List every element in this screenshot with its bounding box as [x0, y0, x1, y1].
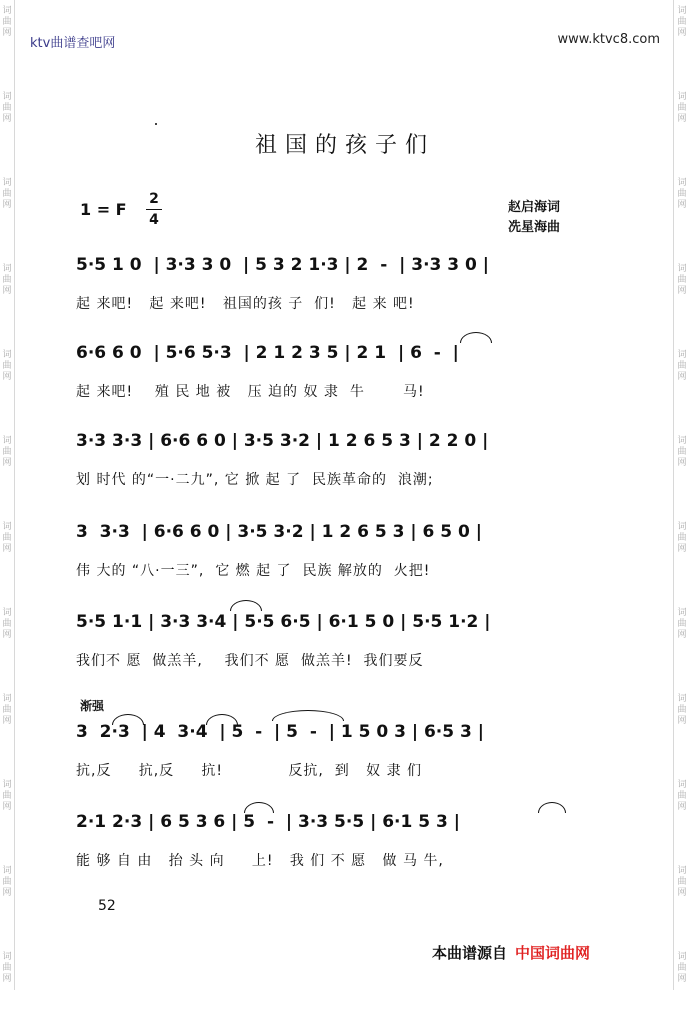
watermark-glyph: 网 — [677, 28, 687, 38]
watermark-glyph: 网 — [677, 974, 687, 984]
watermark-glyph: 曲 — [677, 275, 687, 285]
slur-mark — [112, 714, 144, 725]
watermark-glyph: 曲 — [2, 533, 12, 543]
time-signature-line — [146, 209, 162, 210]
watermark-glyph: 词 — [2, 264, 12, 274]
watermark-glyph: 词 — [2, 952, 12, 962]
watermark-glyph: 曲 — [677, 361, 687, 371]
watermark-glyph: 曲 — [677, 17, 687, 27]
watermark-glyph: 曲 — [677, 447, 687, 457]
watermark-glyph: 网 — [2, 28, 12, 38]
score-system-3 — [76, 431, 596, 489]
lyrics-line: 我们不 愿 做羔羊, 我们不 愿 做羔羊! 我们要反 — [76, 653, 424, 669]
watermark-glyph: 曲 — [2, 619, 12, 629]
lyrics-line: 抗,反 抗,反 抗! 反抗, 到 奴 隶 们 — [76, 763, 423, 779]
watermark-glyph: 网 — [2, 458, 12, 468]
header-url: www.ktvc8.com — [557, 32, 660, 47]
slur-mark — [230, 600, 262, 611]
watermark-glyph: 词 — [2, 694, 12, 704]
watermark-glyph: 曲 — [2, 361, 12, 371]
slur-mark — [244, 802, 274, 813]
slur-mark — [272, 710, 344, 721]
watermark-glyph: 曲 — [677, 189, 687, 199]
watermark-glyph: 曲 — [2, 17, 12, 27]
watermark-glyph: 网 — [677, 114, 687, 124]
watermark-glyph: 网 — [2, 802, 12, 812]
page-number: 52 — [98, 898, 116, 914]
watermark-glyph: 词 — [2, 92, 12, 102]
watermark-glyph: 词 — [677, 436, 687, 446]
source-label: 本曲谱源自 — [432, 944, 508, 962]
header-site-name: ktv曲谱查吧网 — [30, 36, 116, 51]
score-system-4 — [76, 522, 596, 580]
watermark-glyph-group — [0, 688, 14, 774]
lyrics-line: 起 来吧! 殖 民 地 被 压 迫的 奴 隶 牛 马! — [76, 384, 425, 400]
watermark-glyph-group — [674, 430, 690, 516]
watermark-glyph-group — [0, 516, 14, 602]
dynamics-marking: 渐强 — [80, 699, 105, 713]
watermark-glyph-group — [674, 258, 690, 344]
watermark-glyph: 词 — [2, 866, 12, 876]
watermark-glyph: 词 — [2, 6, 12, 16]
watermark-glyph: 词 — [677, 952, 687, 962]
notes-line: 5·5 1·1 | 3·3 3·4 | 5·5 6·5 | 6·1 5 0 | 5·5 1·2 | — [76, 612, 491, 632]
watermark-glyph-group — [0, 860, 14, 946]
watermark-glyph: 词 — [677, 6, 687, 16]
notes-line: 6·6 6 0 | 5·6 5·3 | 2 1 2 3 5 | 2 1 | 6 - | — [76, 343, 459, 363]
watermark-glyph: 曲 — [2, 705, 12, 715]
watermark-glyph: 词 — [2, 608, 12, 618]
watermark-glyph-group — [674, 172, 690, 258]
source-site[interactable]: 中国词曲网 — [515, 944, 591, 962]
watermark-glyph: 网 — [2, 372, 12, 382]
watermark-glyph-group — [0, 774, 14, 860]
slur-mark — [538, 802, 566, 813]
score-system-5 — [76, 612, 596, 670]
watermark-glyph: 网 — [677, 286, 687, 296]
watermark-glyph: 曲 — [677, 103, 687, 113]
score-system-7 — [76, 812, 596, 870]
watermark-glyph: 网 — [677, 372, 687, 382]
watermark-glyph: 词 — [677, 608, 687, 618]
watermark-glyph: 曲 — [677, 619, 687, 629]
time-signature-bottom: 4 — [149, 212, 159, 228]
watermark-glyph: 词 — [2, 522, 12, 532]
lyrics-line: 能 够 自 由 抬 头 向 上! 我 们 不 愿 做 马 牛, — [76, 853, 444, 869]
watermark-glyph: 网 — [2, 286, 12, 296]
watermark-glyph: 网 — [2, 716, 12, 726]
watermark-glyph: 网 — [677, 458, 687, 468]
notes-line: 3·3 3·3 | 6·6 6 0 | 3·5 3·2 | 1 2 6 5 3 | 2 2 0 | — [76, 431, 489, 451]
watermark-glyph: 词 — [677, 350, 687, 360]
watermark-glyph-group — [674, 688, 690, 774]
watermark-glyph-group — [674, 344, 690, 430]
watermark-glyph: 网 — [677, 544, 687, 554]
score-system-1 — [76, 255, 596, 313]
watermark-glyph: 词 — [677, 694, 687, 704]
watermark-glyph: 曲 — [2, 963, 12, 973]
watermark-glyph: 网 — [677, 200, 687, 210]
score-system-6 — [76, 722, 596, 780]
watermark-glyph-group — [674, 946, 690, 1032]
watermark-glyph: 曲 — [677, 877, 687, 887]
notes-line: 2·1 2·3 | 6 5 3 6 | 5 - | 3·3 5·5 | 6·1 5 3 | — [76, 812, 460, 832]
watermark-glyph: 词 — [2, 350, 12, 360]
notes-line: 3 2·3 | 4 3·4 | 5 - | 5 - | 1 5 0 3 | 6·5 3 | — [76, 722, 484, 742]
watermark-glyph-group — [674, 0, 690, 86]
watermark-glyph: 网 — [2, 974, 12, 984]
watermark-glyph: 曲 — [2, 791, 12, 801]
watermark-glyph-group — [0, 172, 14, 258]
watermark-glyph-group — [0, 258, 14, 344]
watermark-glyph-group — [674, 516, 690, 602]
watermark-glyph: 网 — [677, 802, 687, 812]
notes-line: 3 3·3 | 6·6 6 0 | 3·5 3·2 | 1 2 6 5 3 | 6 5 0 | — [76, 522, 482, 542]
watermark-glyph: 词 — [677, 92, 687, 102]
watermark-glyph: 网 — [2, 630, 12, 640]
song-title: 祖国的孩子们 — [254, 133, 435, 158]
watermark-glyph: 曲 — [2, 275, 12, 285]
watermark-glyph: 曲 — [2, 189, 12, 199]
watermark-glyph: 词 — [2, 436, 12, 446]
time-signature — [146, 190, 162, 229]
lyrics-line: 划 时代 的“一·二九”, 它 掀 起 了 民族革命的 浪潮; — [76, 472, 434, 488]
watermark-glyph: 网 — [677, 888, 687, 898]
watermark-glyph: 词 — [677, 178, 687, 188]
time-signature-top: 2 — [149, 191, 159, 207]
watermark-glyph: 词 — [677, 780, 687, 790]
watermark-glyph: 曲 — [2, 447, 12, 457]
slur-mark — [460, 332, 492, 343]
watermark-glyph: 曲 — [677, 791, 687, 801]
watermark-glyph-group — [674, 860, 690, 946]
watermark-glyph: 曲 — [2, 103, 12, 113]
notes-line: 5·5 1 0 | 3·3 3 0 | 5 3 2 1·3 | 2 - | 3·3 3 0 | — [76, 255, 489, 275]
composer-credit: 冼星海曲 — [508, 220, 561, 235]
watermark-glyph: 网 — [2, 888, 12, 898]
watermark-glyph: 曲 — [677, 705, 687, 715]
watermark-glyph-group — [0, 430, 14, 516]
watermark-glyph: 词 — [2, 780, 12, 790]
watermark-glyph: 词 — [677, 866, 687, 876]
lyrics-line: 伟 大的 “八·一三”, 它 燃 起 了 民族 解放的 火把! — [76, 563, 431, 579]
watermark-glyph: 网 — [2, 200, 12, 210]
watermark-glyph-group — [0, 946, 14, 1032]
watermark-glyph-group — [0, 0, 14, 86]
watermark-glyph-group — [0, 602, 14, 688]
lyricist-credit: 赵启海词 — [508, 200, 561, 215]
key-signature: 1 = F — [80, 200, 127, 219]
score-system-2 — [76, 343, 596, 401]
watermark-glyph: 网 — [2, 114, 12, 124]
watermark-glyph: 网 — [677, 630, 687, 640]
watermark-glyph: 词 — [2, 178, 12, 188]
watermark-glyph: 曲 — [2, 877, 12, 887]
watermark-glyph: 网 — [2, 544, 12, 554]
watermark-glyph-group — [674, 602, 690, 688]
watermark-glyph: 曲 — [677, 963, 687, 973]
watermark-glyph: 词 — [677, 522, 687, 532]
source-credit — [432, 942, 590, 963]
watermark-glyph: 曲 — [677, 533, 687, 543]
slur-mark — [206, 714, 238, 725]
watermark-glyph: 网 — [677, 716, 687, 726]
lyrics-line: 起 来吧! 起 来吧! 祖国的孩 子 们! 起 来 吧! — [76, 296, 415, 312]
watermark-glyph-group — [674, 774, 690, 860]
watermark-glyph-group — [0, 344, 14, 430]
stray-dot — [155, 123, 157, 125]
watermark-glyph: 词 — [677, 264, 687, 274]
